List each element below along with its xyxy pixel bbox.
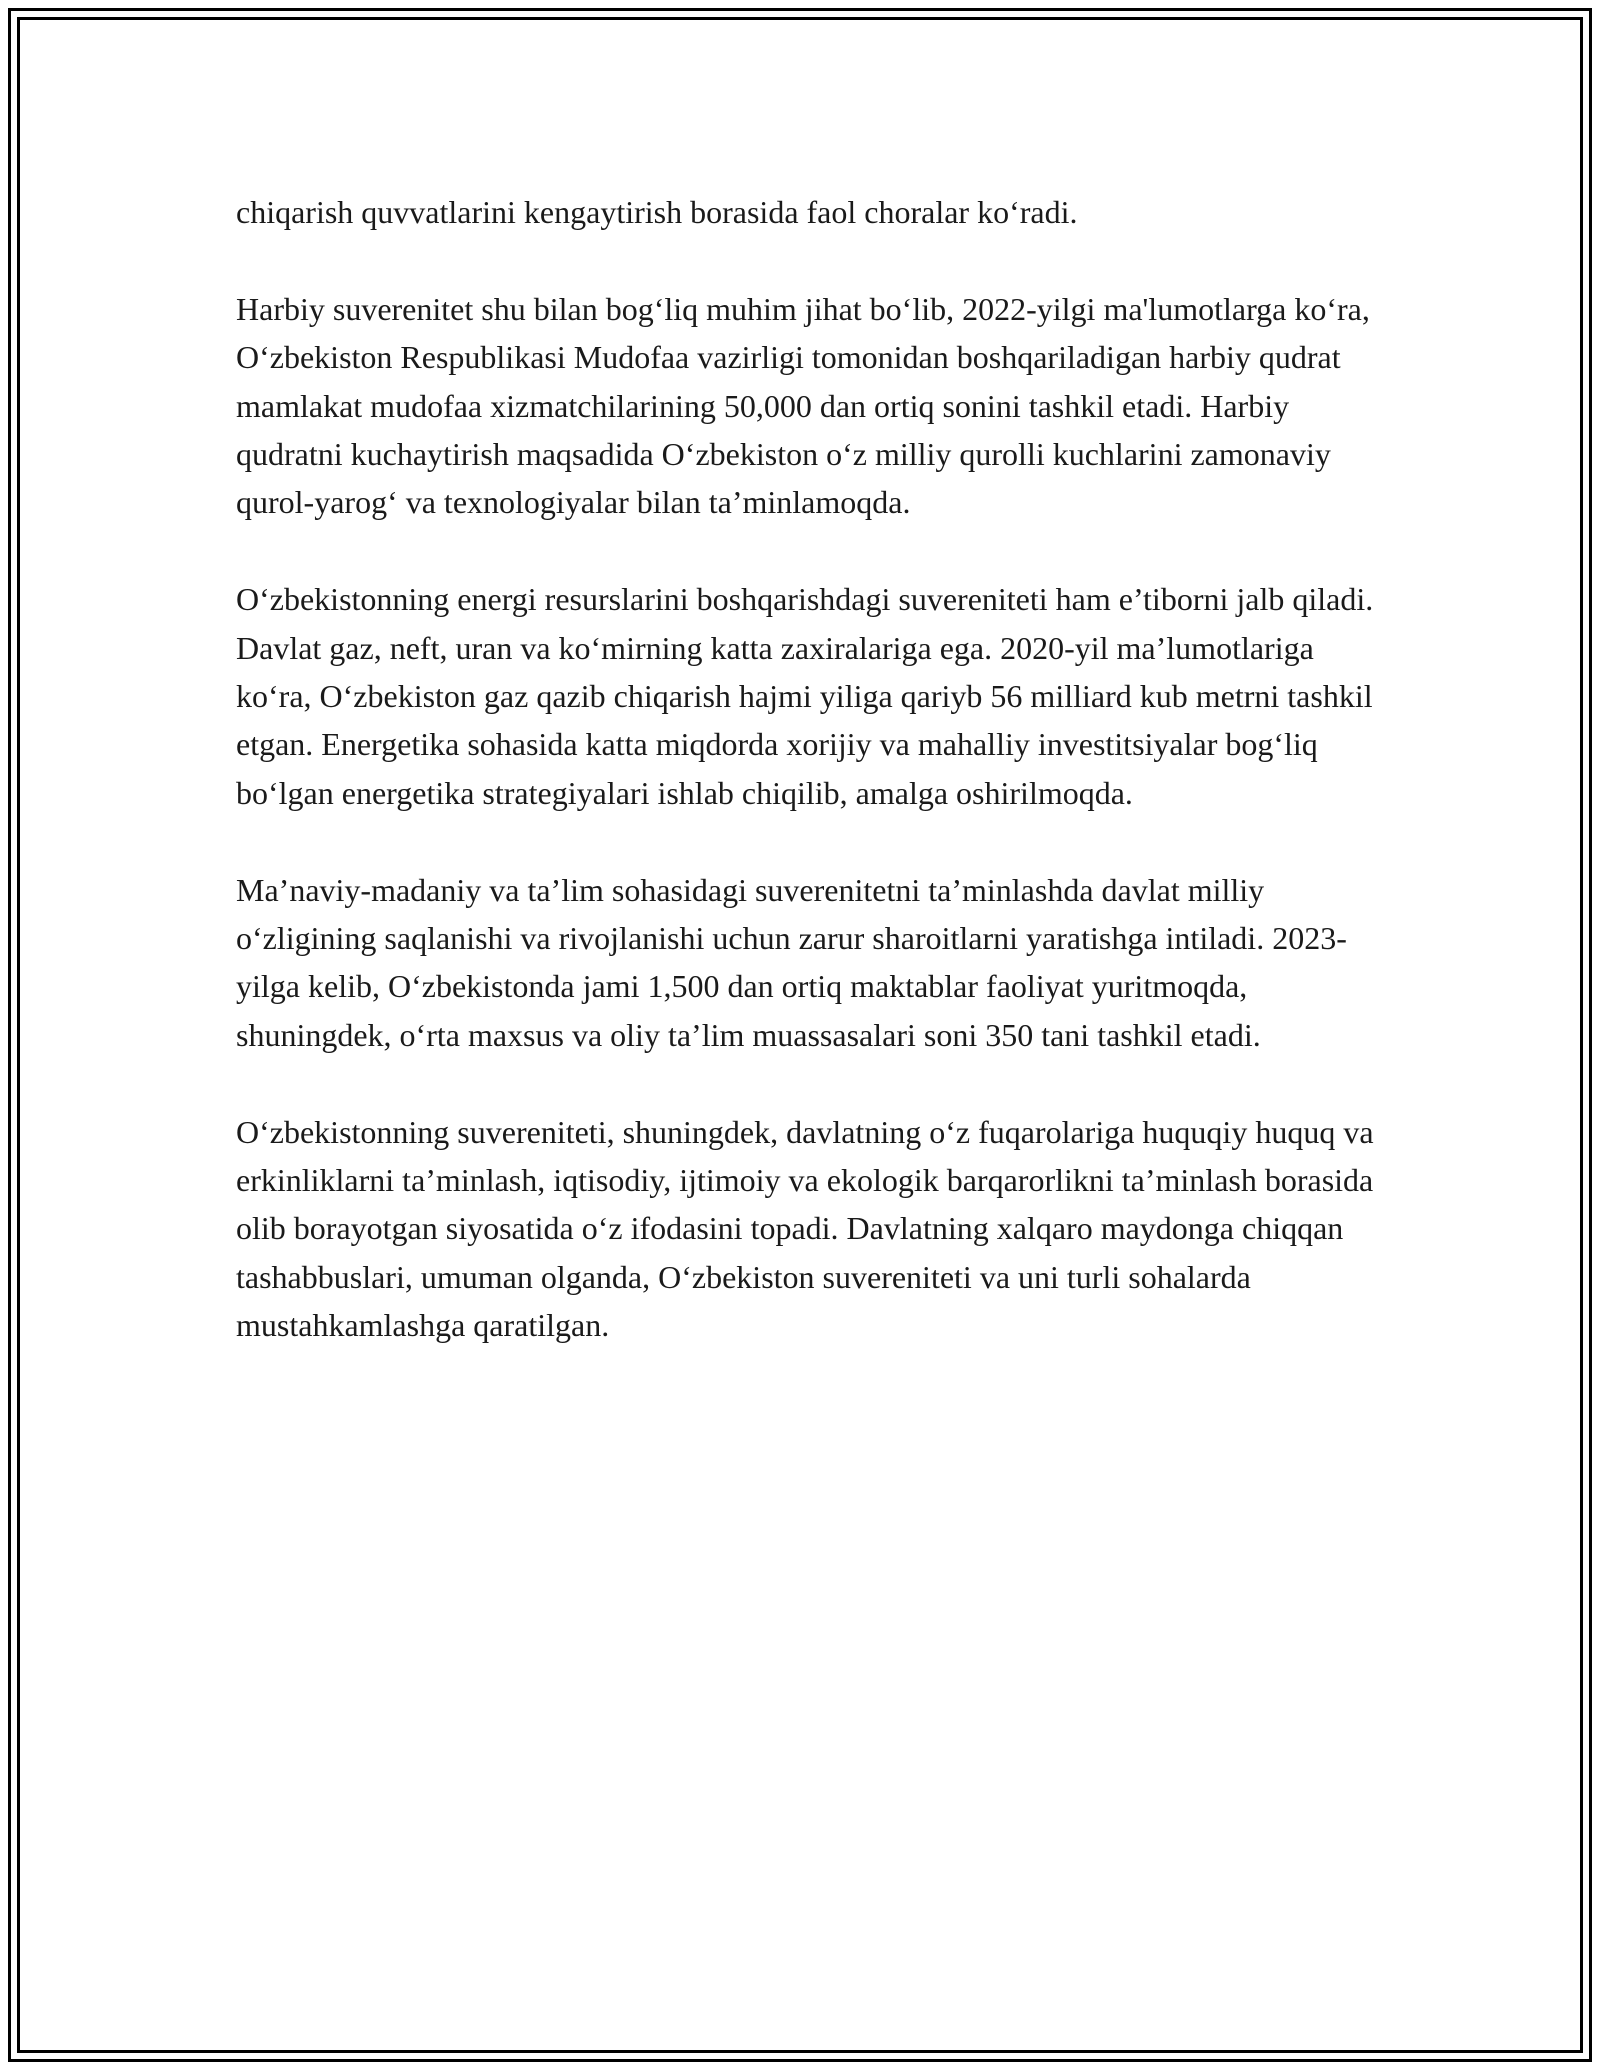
paragraph-energy-sovereignty: O‘zbekistonning energi resurslarini boshqarishdagi suvereniteti ham e’tiborni jalb qiladi. Davlat gaz, neft, uran va ko‘mirning katta zaxiralariga ega. 2020-yil ma’lumotlariga ko‘ra, O‘zbekiston gaz qazib chiqarish hajmi yiliga qariyb 56 milliard kub metrni tashkil etgan. Energetika sohasida katta miqdorda xorijiy va mahalliy investitsiyalar bog‘liq bo‘lgan energetika strategiyalari ishlab chiqilib, amalga oshirilmoqda. [236,581,1374,811]
paragraph-cultural-education-sovereignty: Ma’naviy-madaniy va ta’lim sohasidagi suverenitetni ta’minlashda davlat milliy o‘zligining saqlanishi va rivojlanishi uchun zarur sharoitlarni yaratishga intiladi. 2023-yilga kelib, O‘zbekistonda jami 1,500 dan ortiq maktablar faoliyat yuritmoqda, shuningdek, o‘rta maxsus va oliy ta’lim muassasalari soni 350 tani tashkil etadi. [236,871,1347,1053]
paragraph-continuation: chiqarish quvvatlarini kengaytirish borasida faol choralar ko‘radi. [236,194,1078,230]
document-body [236,188,1386,1398]
paragraph-military-sovereignty: Harbiy suverenitet shu bilan bog‘liq muhim jihat bo‘lib, 2022-yilgi ma'lumotlarga ko‘ra, O‘zbekiston Respublikasi Mudofaa vazirligi tomonidan boshqariladigan harbiy qudrat mamlakat mudofaa xizmatchilarining 50,000 dan ortiq sonini tashkil etadi. Harbiy qudratni kuchaytirish maqsadida O‘zbekiston o‘z milliy qurolli kuchlarini zamonaviy qurol-yarog‘ va texnologiyalar bilan ta’minlamoqda. [236,290,1370,521]
paragraph-overall-sovereignty: O‘zbekistonning suvereniteti, shuningdek, davlatning o‘z fuqarolariga huquqiy huquq va erkinliklarni ta’minlash, iqtisodiy, ijtimoiy va ekologik barqarorlikni ta’minlash borasida olib borayotgan siyosatida o‘z ifodasini topadi. Davlatning xalqaro maydonga chiqqan tashabbuslari, umuman olganda, O‘zbekiston suvereniteti va uni turli sohalarda mustahkamlashga qaratilgan. [236,1113,1374,1344]
